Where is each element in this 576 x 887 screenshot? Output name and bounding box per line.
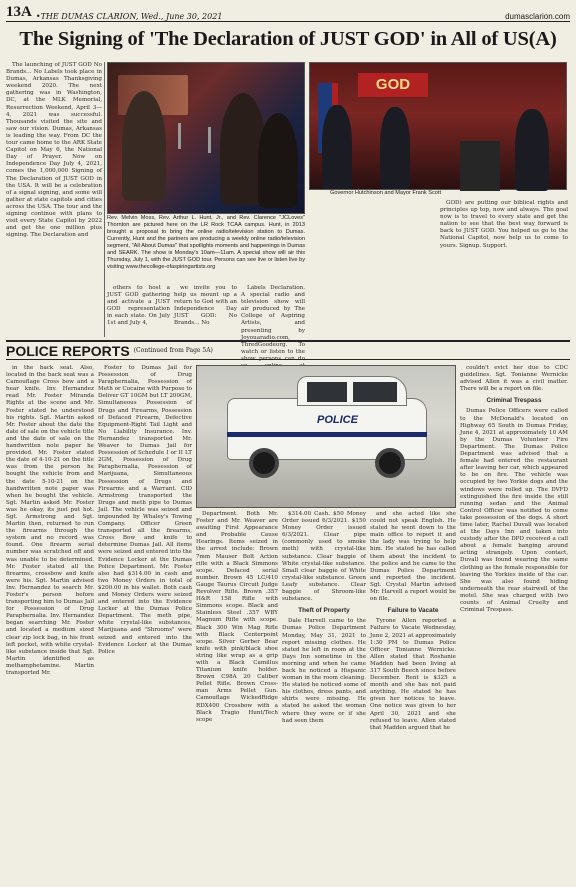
article-top-col3-text: we invite you to help us mount up a return to God with an Independence Day JUST GOD: No Brands... No	[174, 285, 237, 327]
vacate-text: Tyrone Allen reported a Failure to Vacate Wednesday, June 2, 2021 at approximately 1:30 PM to Dumas Police Officer Tonianne Wernicke. Allen stated that Roshanie Madden had been living at 317 South Beech since before December. Rent is $325 a month and she has not paid anything. He stated he has given her notices to leave. One notice was given to her April 30, 2021 and she refused to leave. Allen stated that Madden argued that he	[370, 618, 456, 731]
police-col4-text: $314.00 Cash. $50 Money Order issued 6/3/2021. $150 Money Order issued 6/3/2021. Clear pipe (commonly used to smoke meth) with crystal-like substance. Clear baggie of White crystal-like substance. Small clear baggie of White crystal-like substance. Green Leafy substance. Clear baggie of Shroom-like substance.	[282, 511, 366, 603]
truck-window	[307, 382, 347, 402]
section-continued: (Continued from Page 5A)	[133, 347, 213, 354]
wheel-icon	[375, 448, 405, 478]
police-col3	[196, 511, 278, 885]
trespass-text: Dumas Police Officers were called to the McDonald's located on Highway 65 South in Dumas Friday, June 4, 2021 at approximately 10 AM by the Dumas Volunteer Fire Department. The Dumas Police Department was advised that a female had entered the restaurant after leaving her car, which appeared to be on fire. The vehicle was occupied by two Yorkie dogs and the windows were rolled up. The DVFD extinguished the fire inside the still running sedan and the Animal Control Officer was notified to come take possession of the dogs. A short time later, Rachel Duvall was located at the Days Inn and taken into custody after the DPD received a call about a female hanging around acting strangely. Upon contact, Duvall was found wearing the same clothing as the female responsible for leaving the Yorkies inside of the car. She was also found hiding underneath the rear stairwell of the motel. She was charged with two counts of Animal Cruelty and Criminal Trespass.	[460, 408, 568, 614]
police-col1-text: in the back seat. Also, located in the back seat was a Camouflage Cross bow and a hear knife. Inv. Hernandez read Mr. Foster Miranda Rights at the scene and Mr. Foster stated he understood his rights. Sgt. Martin asked Mr. Foster about the date the date of sale on the vehicle title and the date of sale on the handwritten note paper he provided. Mr. Foster stated the date of 4-10-21 on the title was from the person he bought the vehicle from and the date 5-10-21 on the handwritten note paper was when he bought the vehicle. Sgt. Martin asked Mr. Foster was he okay, its just put hot. Sgt. Armstrong and Sgt. Martin then, returned to run the firearms through the system and no record was found. One firearm serial number was scratched off and was unable to be determined. Mr. Foster stated all the firearms, crossbow and knife were his. Sgt. Martin advised Inv. Hernandez to search Mr. Foster's person before transporting him to Dumas Jail for Possession of Drug Paraphernalia. Inv. Hernandez began searching Mr. Foster and located a medium sized clear zip lock bag, in his front left pocket, with white crystal-like substance inside that Sgt. Martin identified as methamphetamine. Martin transported Mr.	[6, 365, 94, 677]
microphone-icon	[178, 123, 181, 149]
trespass-subhead: Criminal Trespass	[486, 397, 542, 405]
article-top-col1-text: The launching of JUST GOD No Brands... No Labels took place in Dumas, Arkansas Thanksgiving weekend 2020. The next gathering was in Washington, DC, at the MLK Memorial, Resurrection Weekend, April 3—4, 2021 was successful. Thousands visited the site and saw our vision. Dumas, Arkansas is leading the way. From DC the tour came home to the ARK State Capitol on May 6, the National Day of Prayer. Now on Independence Day July 4, 2021, comes the 1,000,000 Signing of The Declaration of JUST GOD in the USA. It will be a celebration of a signal signing, and some will gather at state capitols and cities across the USA. The tour and the signing continue with plans to visit every State Capitol by 2022 and get the one million plus signing. The Declaration and	[6, 62, 102, 239]
police-col5-text: and she acted like she could not speak English. He stated he went down to the main office to report it and the lady was trying to help him. He stated he has called them about the incident to the police and he came to the Dumas Police Department and reported the incident. Sgt. Crystal Martin advised Mr. Harvell a report would be on file.	[370, 511, 456, 603]
page-number: 13A	[6, 4, 32, 20]
police-col6-text: couldn't evict her due to CDC guidelines. Sgt. Tonianne Wernicke advised Allen it was a civil matter. There will be a report on file.	[460, 365, 568, 393]
photo-governor-mayor	[309, 62, 567, 190]
truck-police-label: POLICE	[317, 414, 358, 426]
site-url: dumasclarion.com	[505, 12, 570, 21]
photo-person-3	[258, 113, 298, 208]
podium	[460, 141, 500, 191]
article-top-col4	[241, 285, 305, 362]
photo-mayor	[380, 107, 410, 189]
caption-right: Governor Hutchinson and Mayor Frank Scott	[330, 190, 441, 196]
wheel-icon	[249, 448, 279, 478]
police-col4	[282, 511, 366, 885]
photo-governor	[322, 105, 352, 189]
god-banner: GOD	[358, 73, 428, 97]
photo-speaker	[515, 109, 549, 191]
vacate-subhead: Failure to Vacate	[387, 607, 439, 615]
police-col2-text: Foster to Dumas Jail for Possession of Drug Paraphernalia, Possession of Meth or Cocaine with Purpose to Deliver GT 10GM but LT 200GM, Simultaneous Possession of Drugs and Firearms, Possession of Defaced Firearm, Defective Equipment-Right Tail Light and No Liability Insurance. Inv. Hernandez transported Mr. Weaver to Dumas Jail for Possession of Schedule I or II LT 2GM, Possession of Drug Paraphernalia, Possession of Marijuana, Simultaneous Possession of Drugs and Firearms and a Warrant. CID Armstrong transported the Drugs and meth pipe to Dumas Jail. The vehicle was seized and impounded by Whaley's Towing Company. Officer Green transported all the firearms, Cross Bow and knife to determine Dumas Jail. All items were seized and entered into the Evidence Locker at the Dumas Police Department. Mr. Foster also had $314.00 in cash and two Money Orders in total of $200.00 in his wallet. Both cash and Money Orders were seized and entered into the Evidence Locker at the Dumas Police Department. The meth pipe, white crystal-like substances, Marijuana and "Shrooms" were seized and entered into the Evidence Locker at the Dumas Police	[98, 365, 192, 655]
truck-window	[353, 382, 397, 402]
photo-police-truck	[196, 365, 456, 508]
column-rule	[104, 62, 105, 337]
paper-date: •THE DUMAS CLARION, Wed., June 30, 2021	[35, 12, 223, 21]
article-top-col6	[440, 200, 568, 337]
police-col6	[460, 365, 568, 885]
photo-reverends	[107, 62, 305, 214]
article-top-col2-text: others to host a JUST GOD gathering and activate a JUST GOD representation in each state. On July 1st and July 4,	[107, 285, 170, 327]
article-top-col5-text: GOD) are putting our biblical rights and principles up top, now and always. The goal now is to travel to every state and get the nation to see that the best way forward is back to JUST GOD. You helped us go to the National Capitol, now help us to come to yours. Signup. Support.	[440, 200, 568, 249]
article-top-col1	[6, 62, 102, 337]
masthead	[6, 4, 570, 22]
theft-text: Dale Harvell came to the Dumas Police Department Monday, May 31, 2021 to report missing clothes. He stated he left in room at the Days Inn sometime in the morning and when he came back he noticed a Hispanic woman in the room cleaning. He stated he noticed some of his clothes, dress pants, and shirts were missing. He stated he asked the woman where they were or if she had seen them	[282, 618, 366, 724]
article-top-col5	[372, 200, 436, 337]
headline: The Signing of 'The Declaration of JUST GOD' in All of US(A)	[19, 28, 557, 50]
article-top-col2	[107, 285, 170, 337]
microphone-icon	[208, 127, 211, 153]
article-top-col3	[174, 285, 237, 337]
police-col5	[370, 511, 456, 885]
article-top-col4-text: Labels Declaration. A special radio and television show will air produced by The College of Aspiring Artists, and presenting by Joyouaradio.com, ThredGoodeorg. To watch or listen to the show persons can do	[241, 285, 305, 362]
police-col3-text: Department. Both Mr. Foster and Mr. Weaver are awaiting First Appearance and Probable Cause Hearings. Items seized in the arrest include: Brown 7mm Mauser Bolt Action rifle with a Black Simmons scope. Defaced serial number. Brown 45 LC/410 Gauge Taurus Circuit Judge Revolver Rifle. Brown .357 H&R 158 Rifle with Simmons scope. Black and Stainless Steel .357 WBY Magnum Rifle with scope. Black 300 Win Mag Rifle with Black Centerpoint scope. Silver Gerber Bear knife with pink/black shoe string like wrap as a grip with a Black Camillus Titanium knife holder. Brown C98A 20 Caliber Pellet Rifle. Brown Cross-man Arms Pellet Gun. Camouflage WickedRidge RDX400 Crossbow with a Black Tragio Hunt/Tech scope	[196, 511, 278, 723]
caption-left: Rev. Melvin Moss, Rev. Arthur L. Hunt, Jr., and Rev. Clarence "JCLoves" Thornton are pictured here on the LR Rock TCAA campus. Hunt, in 2013 brought a proposal to bring the online radio/television station to Dumas. Currently, Hunt and the partners are producing a weekly online radio/television segment, "All About Dumas" that spotlights moments and happenings in Dumas and SEARK. The show is Monday's 10am—11am. A special show will air this Thursday, July 1, with the JUST GOD tour. Persons can see live or listen live by visiting www.thecollege-ofaspiringartists.org	[107, 215, 305, 270]
truck-stripe	[227, 432, 427, 437]
section-title: POLICE REPORTS	[6, 342, 130, 359]
police-col2	[98, 365, 192, 885]
theft-subhead: Theft of Property	[298, 607, 350, 615]
masthead-left	[6, 4, 222, 21]
police-col1	[6, 365, 94, 885]
photo-person-1	[122, 91, 166, 201]
police-reports-header	[6, 340, 570, 360]
